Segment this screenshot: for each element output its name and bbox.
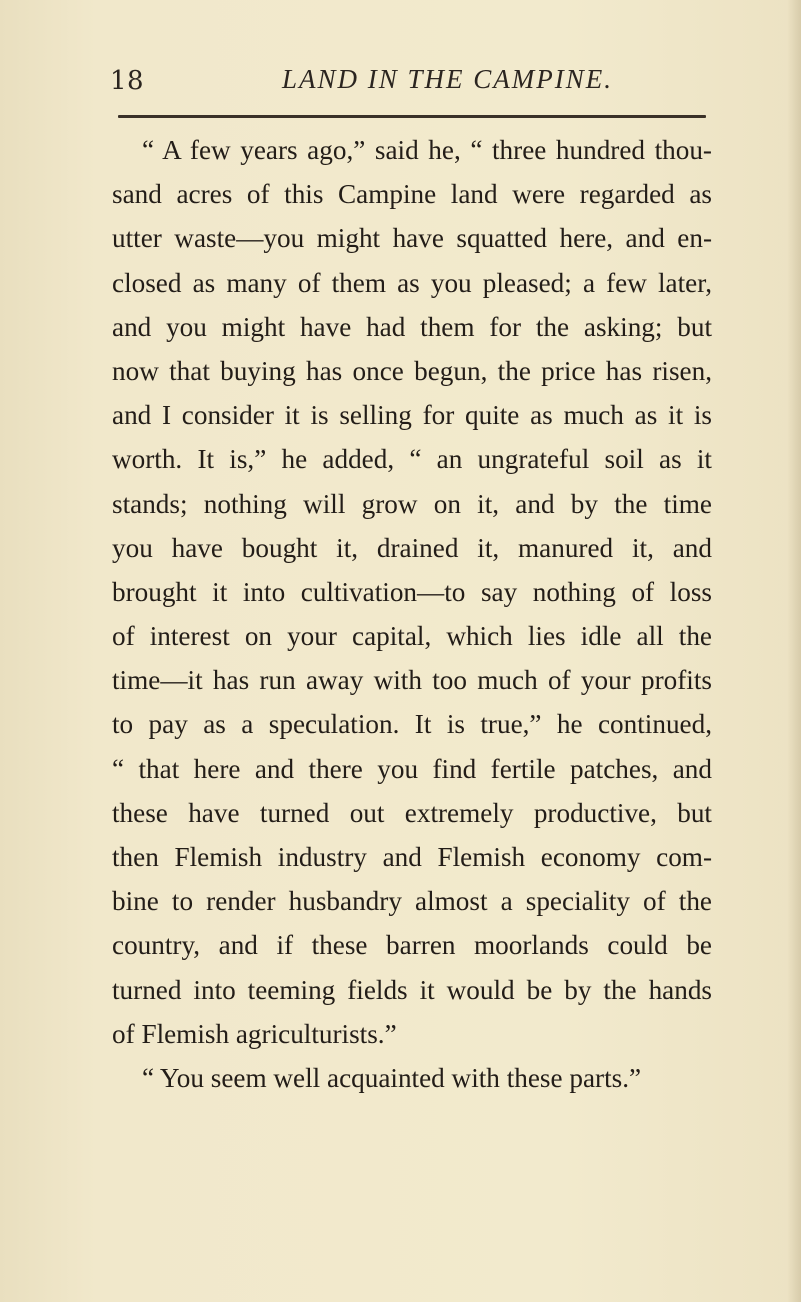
text-line: of interest on your capital, which lies idle all the bbox=[112, 621, 712, 652]
text-line: turned into teeming fields it would be by the hands bbox=[112, 974, 712, 1005]
text-line: stands; nothing will grow on it, and by the time bbox=[112, 488, 712, 519]
text-line: “ You seem well acquainted with these parts.” bbox=[142, 1062, 642, 1093]
text-line: utter waste—you might have squatted here, and en- bbox=[112, 223, 712, 254]
text-line: and you might have had them for the asking; but bbox=[112, 311, 712, 342]
text-line: of Flemish agriculturists.” bbox=[112, 1018, 397, 1049]
text-line: time—it has run away with too much of your profits bbox=[112, 665, 712, 696]
text-line: “ A few years ago,” said he, “ three hundred thou- bbox=[142, 135, 712, 165]
body-text bbox=[112, 128, 712, 1100]
text-line: closed as many of them as you pleased; a few later, bbox=[112, 267, 712, 298]
text-line: then Flemish industry and Flemish economy com- bbox=[112, 842, 712, 872]
header-rule bbox=[118, 115, 706, 118]
text-line: you have bought it, drained it, manured it, and bbox=[112, 532, 712, 563]
page-edge-shadow bbox=[787, 0, 801, 1302]
running-title: LAND IN THE CAMPINE. bbox=[282, 64, 614, 94]
text-line: “ that here and there you find fertile patches, and bbox=[112, 753, 712, 784]
text-line: to pay as a speculation. It is true,” he continued, bbox=[112, 709, 712, 740]
text-line: brought it into cultivation—to say nothing of loss bbox=[112, 576, 712, 607]
text-line: worth. It is,” he added, “ an ungrateful soil as it bbox=[112, 444, 712, 475]
page-number: 18 bbox=[110, 66, 145, 96]
text-line: sand acres of this Campine land were regarded as bbox=[112, 179, 712, 210]
text-line: bine to render husbandry almost a speciality of the bbox=[112, 886, 712, 917]
text-line: country, and if these barren moorlands could be bbox=[112, 930, 712, 961]
text-line: these have turned out extremely productive, but bbox=[112, 797, 712, 828]
text-line: now that buying has once begun, the price has risen, bbox=[112, 355, 712, 386]
text-line: and I consider it is selling for quite as much as it is bbox=[112, 400, 712, 431]
